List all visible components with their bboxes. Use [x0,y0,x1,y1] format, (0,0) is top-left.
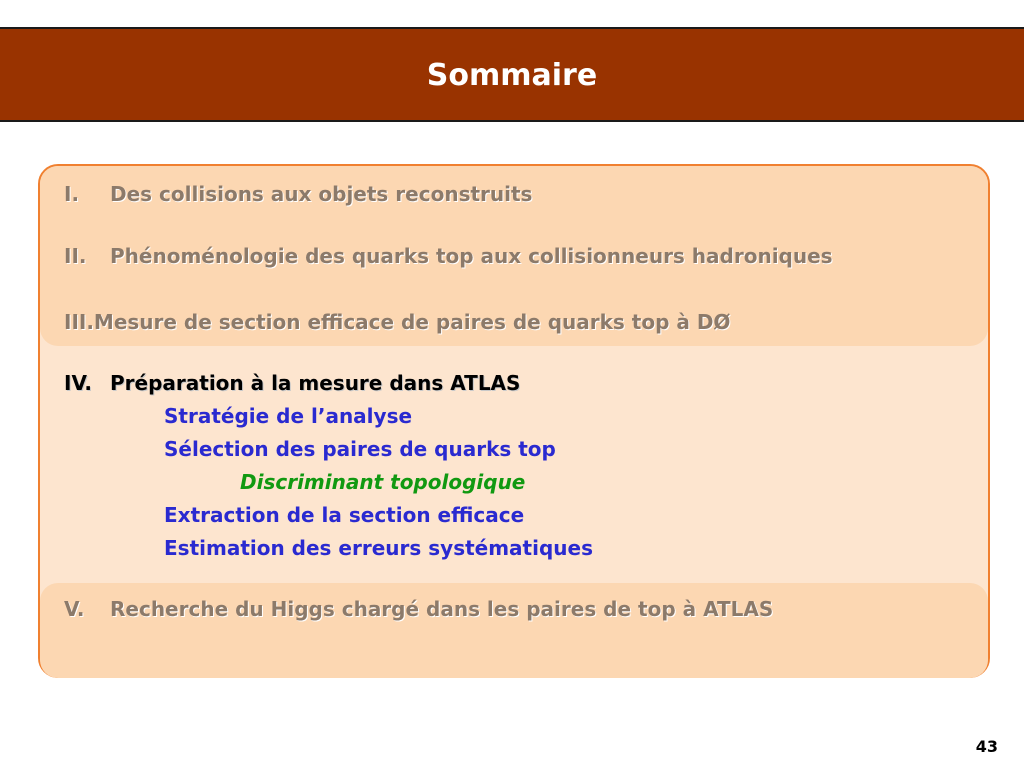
section-number: V. [64,597,85,621]
section-number: I. [64,182,80,206]
section-item-5 [64,597,773,621]
title-bar [0,27,1024,122]
subsection-item-2: Sélection des paires de quarks top [164,437,556,461]
section-label: Mesure de section efficace de paires de quarks top à DØ [93,310,731,334]
slide-title: Sommaire [426,58,598,93]
section-item-1 [64,182,532,206]
section-label: Des collisions aux objets reconstruits [110,182,533,206]
subsection-item-4: Extraction de la section efficace [164,503,525,527]
subsection-item-5: Estimation des erreurs systématiques [164,536,593,560]
section-label: Phénoménologie des quarks top aux collisionneurs hadroniques [110,244,833,268]
page-number: 43 [975,737,998,756]
subsection-item-1: Stratégie de l’analyse [164,404,413,428]
section-item-4-current [64,371,520,395]
section-label: Préparation à la mesure dans ATLAS [110,371,521,395]
section-number: IV. [64,371,92,395]
subsection-item-current: Discriminant topologique [240,470,526,494]
section-item-2 [64,244,833,268]
section-number: III. [64,310,94,334]
section-number: II. [64,244,87,268]
section-label: Recherche du Higgs chargé dans les paires de top à ATLAS [110,597,774,621]
section-item-3 [64,310,730,334]
